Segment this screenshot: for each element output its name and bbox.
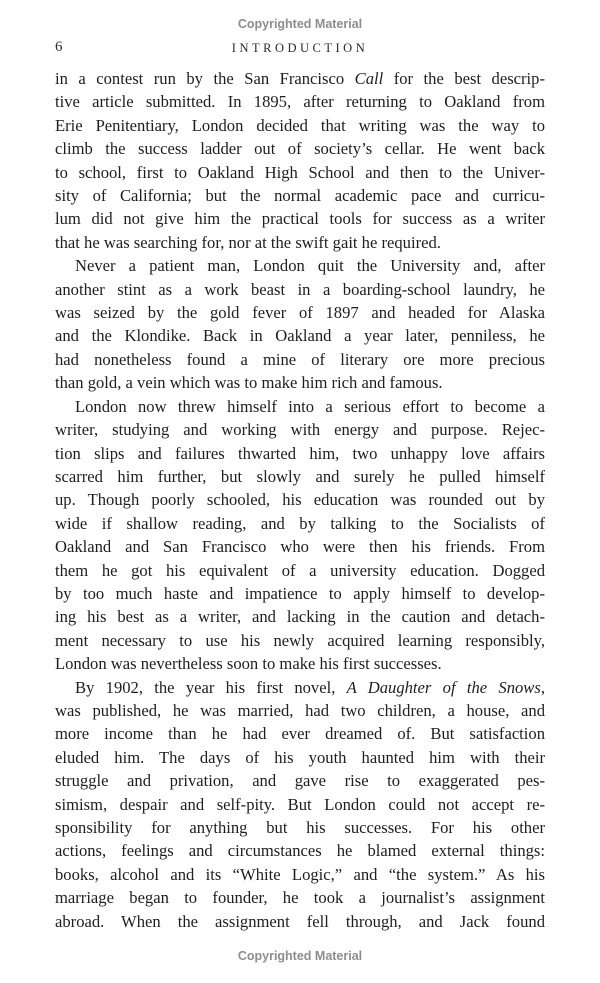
text-segment: another stint as a work beast in a boarding-school laundry, he <box>55 279 545 299</box>
text-segment: sity of California; but the normal academic pace and curricu- <box>55 186 545 206</box>
text-line <box>55 348 545 371</box>
text-line <box>55 699 545 722</box>
text-segment: wide if shallow reading, and by talking to the Socialists of <box>55 513 545 533</box>
text-line <box>55 605 545 628</box>
text-line <box>55 488 545 511</box>
text-line <box>55 90 545 113</box>
text-segment: , <box>540 677 545 697</box>
text-line <box>55 371 545 394</box>
italic-book-title: A Daughter of the Snows <box>346 677 541 697</box>
text-segment: that he was searching for, nor at the swift gait he required. <box>55 232 441 252</box>
text-line <box>55 324 545 347</box>
text-segment: than gold, a vein which was to make him rich and famous. <box>55 373 443 393</box>
text-line <box>55 676 545 699</box>
text-line <box>55 746 545 769</box>
text-line <box>55 301 545 324</box>
text-line <box>55 629 545 652</box>
text-segment: Never a patient man, London quit the University and, after <box>75 256 545 276</box>
text-line <box>55 910 545 933</box>
text-line <box>55 512 545 535</box>
text-segment: was seized by the gold fever of 1897 and headed for Alaska <box>55 303 545 323</box>
text-line <box>55 839 545 862</box>
text-segment: tive article submitted. In 1895, after returning to Oakland from <box>55 92 545 112</box>
text-line <box>55 722 545 745</box>
text-line <box>55 395 545 418</box>
text-line <box>55 418 545 441</box>
text-line <box>55 278 545 301</box>
text-line <box>55 886 545 909</box>
running-header: INTRODUCTION <box>231 41 369 55</box>
text-segment: by too much haste and impatience to apply himself to develop- <box>55 583 545 603</box>
text-segment: Oakland and San Francisco who were then his friends. From <box>55 537 545 557</box>
text-segment: climb the success ladder out of society’s cellar. He went back <box>55 139 545 159</box>
text-segment: By 1902, the year his first novel, <box>75 677 347 697</box>
text-line <box>55 207 545 230</box>
text-segment: actions, feelings and circumstances he blamed external things: <box>55 841 545 861</box>
text-segment: had nonetheless found a mine of literary ore more precious <box>55 349 545 369</box>
text-line <box>55 535 545 558</box>
text-line <box>55 114 545 137</box>
text-line <box>55 442 545 465</box>
text-line <box>55 67 545 90</box>
text-segment: in a contest run by the San Francisco <box>55 69 355 88</box>
text-segment: marriage began to founder, he took a journalist’s assignment <box>55 888 545 908</box>
text-line <box>55 793 545 816</box>
text-line <box>55 137 545 160</box>
text-segment: to school, first to Oakland High School and then to the Univer- <box>55 162 545 182</box>
text-segment: up. Though poorly schooled, his education was rounded out by <box>55 490 545 510</box>
text-segment: them he got his equivalent of a university education. Dogged <box>55 560 545 580</box>
text-line <box>55 465 545 488</box>
text-line <box>55 254 545 277</box>
text-line <box>55 652 545 675</box>
text-segment: eluded him. The days of his youth haunted him with their <box>55 747 545 767</box>
text-segment: scarred him further, but slowly and surely he pulled himself <box>55 466 545 486</box>
page-header <box>0 39 600 57</box>
text-line <box>55 582 545 605</box>
text-segment: London now threw himself into a serious effort to become a <box>75 396 545 416</box>
text-segment: simism, despair and self-pity. But London could not accept re- <box>55 794 545 814</box>
text-segment: ing his best as a writer, and lacking in the caution and detach- <box>55 607 545 627</box>
text-line <box>55 816 545 839</box>
text-segment: and the Klondike. Back in Oakland a year later, penniless, he <box>55 326 545 346</box>
text-segment: more income than he had ever dreamed of. But satisfaction <box>55 724 545 744</box>
text-line <box>55 863 545 886</box>
text-segment: Erie Penitentiary, London decided that writing was the way to <box>55 115 545 135</box>
text-line <box>55 559 545 582</box>
text-segment: writer, studying and working with energy and purpose. Rejec- <box>55 420 545 440</box>
text-segment: books, alcohol and its “White Logic,” and “the system.” As his <box>55 864 545 884</box>
text-segment: was published, he was married, had two children, a house, and <box>55 700 545 720</box>
text-segment: for the best descrip- <box>383 69 545 88</box>
italic-book-title: Call <box>354 69 384 88</box>
text-segment: abroad. When the assignment fell through, and Jack found <box>55 911 545 931</box>
text-line <box>55 231 545 254</box>
text-segment: London was nevertheless soon to make his first successes. <box>55 654 442 674</box>
text-segment: ment necessary to use his newly acquired learning responsibly, <box>55 630 545 650</box>
text-segment: sponsibility for anything but his successes. For his other <box>55 818 545 837</box>
copyright-notice-bottom: Copyrighted Material <box>237 949 363 963</box>
text-line <box>55 161 545 184</box>
text-line <box>55 184 545 207</box>
copyright-notice-top: Copyrighted Material <box>237 17 363 31</box>
text-segment: lum did not give him the practical tools for success as a writer <box>55 209 545 229</box>
text-segment: struggle and privation, and gave rise to exaggerated pes- <box>55 771 545 791</box>
text-segment: tion slips and failures thwarted him, two unhappy love affairs <box>55 443 545 463</box>
page-number: 6 <box>55 39 63 55</box>
body-text <box>55 67 545 933</box>
text-line <box>55 769 545 792</box>
